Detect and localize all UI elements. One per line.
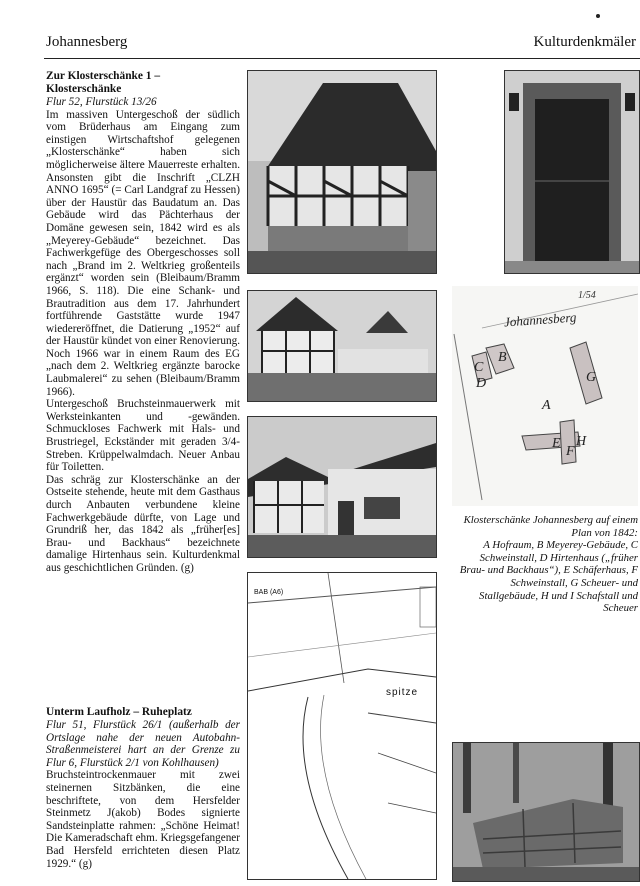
entry-ruheplatz: [46, 706, 240, 870]
header-section: Kulturdenkmäler: [533, 34, 636, 50]
print-speck: [596, 14, 600, 18]
entry2-flur: Flur 51, Flurstück 26/1 (außerhalb der Ortslage nahe der neuen Autobahn-Straßenmeisterei hart an der Grenze zu Flur 6, Flurstück 2/1 von Kohlhausen): [46, 719, 240, 769]
entry2-body: Bruchsteintrockenmauer mit zwei steinernen Sitzbänken, die eine beschriftete, von dem Hersfelder Steinmetz J(akob) Bodes signierte Sandsteinplatte rahmen: „Schöne Heimat! Die Kameradschaft ehm. Kriegsgefangener Bad Hersfeld errichteten diesen Platz 1929.“ (g): [46, 769, 240, 870]
entry1-description: Untergeschoß Bruchsteinmauerwerk mit Werksteinkanten und -gewänden. Schmuckloses Fachwerk mit Hals- und Brustriegel, Eckständer mit geraden 3/4-Streben. Krüppelwalmdach. Neuer Anbau für Toiletten.: [46, 398, 240, 474]
entry-klosterschaenke: [46, 70, 240, 575]
caption-text: A Hofraum, B Meyerey-Gebäude, C Schweinstall, D Hirtenhaus („früher Brau- und Backhaus“), E Schäferhaus, F Schweinstall, G Scheuer- und Stallgebäude, H und I Schafstall und Scheuer: [459, 539, 638, 615]
header-rule: [44, 58, 640, 59]
entry1-body: Im massiven Untergeschoß der südlich vom Brüderhaus am Eingang zum einstigen Wirtschaftshof gelegenen „Klosterschänke“ haben sich möglicherweise ältere Mauerreste erhalten. Ansonsten gibt die Inschrift „CLZH ANNO 1695“ (= Carl Landgraf zu Hessen) über der Haustür das Baudatum an. Das Gebäude wird das Pächterhaus der Domäne gewesen sein, 1842 wird es als „Meyerey-Gebäude“ bezeichnet. Das Fachwerkgefüge des Obergeschosses soll nach „Brand im 2. Weltkrieg großenteils ergänzt“ worden sein (Bleibaum/Bramm 1966, S. 118). Die eine Schank- und Brautradition aus dem 17. Jahrhundert fortführende Gaststätte wurde 1947 wiedereröffnet, die Datierung „1952“ auf der Haustür kündet von einer Renovierung. Noch 1966 war in einem Raum des EG „nach dem 2. Weltkrieg ergänzte barocke Laubmalerei“ zu sehen (Bleibaum/Bramm 1966).: [46, 108, 240, 398]
photo-klosterschaenke-east: [247, 416, 437, 558]
caption-title: Klosterschänke Johannesberg auf einem Plan von 1842:: [463, 514, 638, 539]
photo-klosterschaenke-front: [247, 70, 437, 274]
plan-1842: [452, 286, 638, 506]
plan-title: Johannesberg: [503, 309, 577, 330]
photo-doorway: [504, 70, 640, 274]
plan-letter-e: E: [552, 436, 561, 451]
header-place: Johannesberg: [46, 34, 128, 50]
plan-letter-h: H: [576, 434, 587, 449]
entry1-title-line1: Zur Klosterschänke 1 –: [46, 70, 161, 82]
photo-klosterschaenke-side: [247, 290, 437, 402]
photo-ruheplatz: [452, 742, 640, 882]
entry1-body2: Das schräg zur Klosterschänke an der Ostseite stehende, heute mit dem Gasthaus durch Anbauten verbundene kleine Fachwerkgebäude dürfte, von Lage und Grundriß her, das 1842 als „früher[es] Brau- und Backhaus“ bezeichnete damalige Hirtenhaus sein. Kulturdenkmal aus geschichtlichen Gründen. (g): [46, 473, 240, 574]
entry2-title: Unterm Laufholz – Ruheplatz: [46, 706, 192, 718]
plan-letter-g: G: [586, 370, 597, 385]
entry1-title-line2: Klosterschänke: [46, 83, 122, 95]
plan-letter-f: F: [566, 444, 575, 459]
map-label-spitze: spitze: [386, 687, 419, 698]
plan-letter-b: B: [498, 350, 507, 365]
cadastral-map: [247, 572, 437, 880]
plan-caption: [452, 514, 638, 615]
plan-letter-c: C: [474, 360, 484, 375]
plan-number: 1/54: [578, 290, 596, 301]
entry1-flur: Flur 52, Flurstück 13/26: [46, 96, 157, 108]
map-label-a6: BAB (A6): [254, 589, 284, 596]
plan-letter-a: A: [542, 398, 551, 413]
plan-letter-d: D: [476, 376, 487, 391]
